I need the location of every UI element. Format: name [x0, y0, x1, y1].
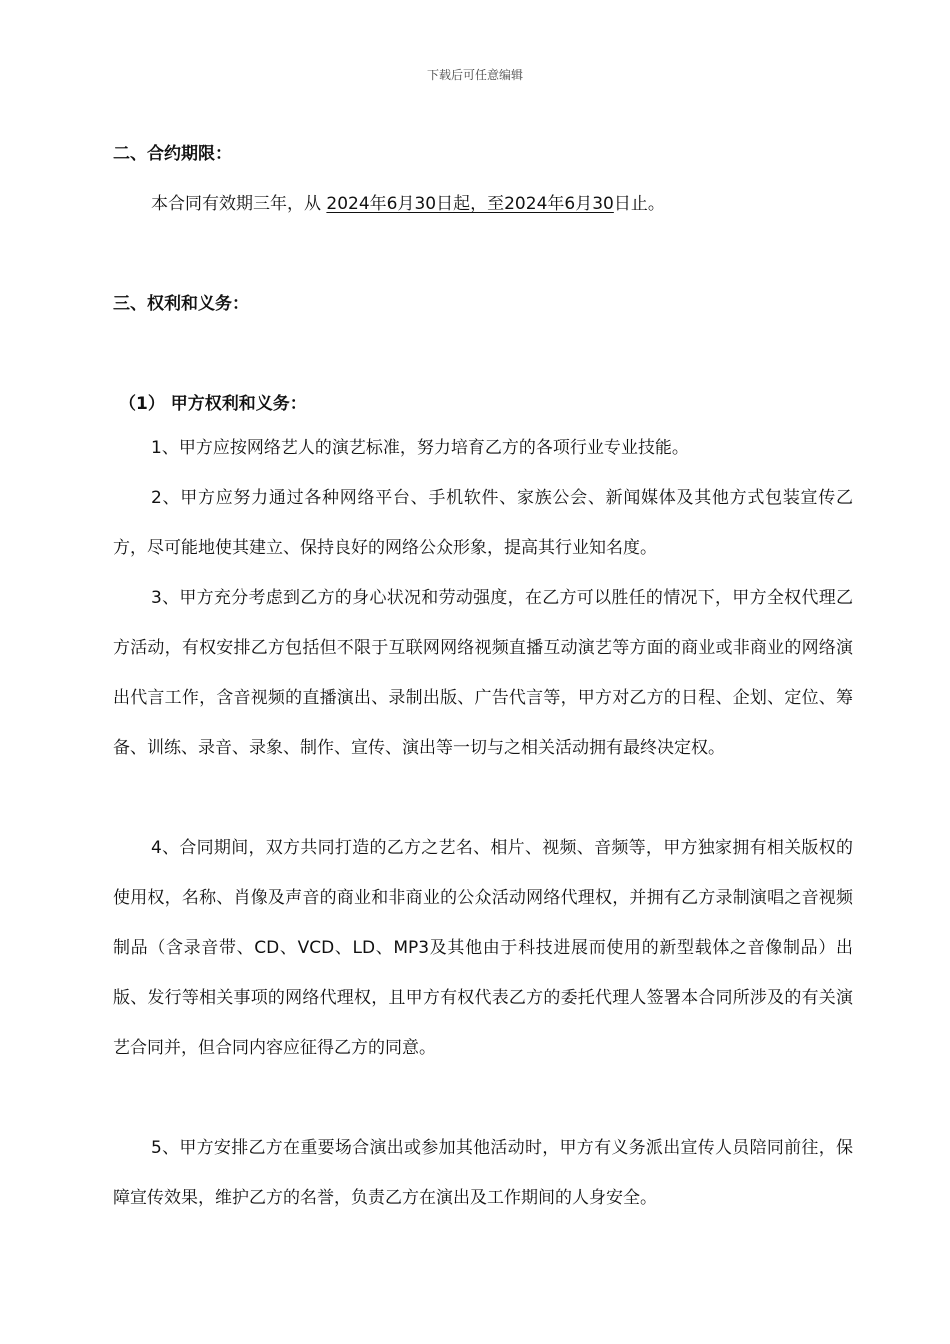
clause-3: 3、甲方充分考虑到乙方的身心状况和劳动强度，在乙方可以胜任的情况下，甲方全权代理乙方活动，有权安排乙方包括但不限于互联网网络视频直播互动演艺等方面的商业或非商业的网络演出代言工作，含音视频的直播演出、录制出版、广告代言等，甲方对乙方的日程、企划、定位、筹备、训练、录音、录象、制作、宣传、演出等一切与之相关活动拥有最终决定权。 — [113, 588, 853, 758]
clause-2: 2、甲方应努力通过各种网络平台、手机软件、家族公会、新闻媒体及其他方式包装宣传乙方，尽可能地使其建立、保持良好的网络公众形象，提高其行业知名度。 — [113, 488, 853, 558]
section-heading-rights: 三、权利和义务： — [113, 294, 249, 314]
term-text-before: 本合同有效期三年，从 — [151, 194, 327, 214]
section-heading-term: 二、合约期限： — [113, 144, 232, 164]
term-paragraph — [151, 189, 665, 214]
clause-1: 1、甲方应按网络艺人的演艺标准，努力培育乙方的各项行业专业技能。 — [151, 438, 689, 458]
term-date-range: 2024年6月30日起，至2024年6月30 — [326, 194, 614, 214]
page-header-note: 下载后可任意编辑 — [426, 68, 523, 82]
term-text-after: 日止。 — [613, 194, 665, 214]
clause-5: 5、甲方安排乙方在重要场合演出或参加其他活动时，甲方有义务派出宣传人员陪同前往，保障宣传效果，维护乙方的名誉，负责乙方在演出及工作期间的人身安全。 — [113, 1138, 853, 1208]
subsection-heading-party-a: （1） 甲方权利和义务： — [119, 394, 307, 414]
clause-4: 4、合同期间，双方共同打造的乙方之艺名、相片、视频、音频等，甲方独家拥有相关版权的使用权，名称、肖像及声音的商业和非商业的公众活动网络代理权，并拥有乙方录制演唱之音视频制品（含录音带、CD、VCD、LD、MP3及其他由于科技进展而使用的新型载体之音像制品）出版、发行等相关事项的网络代理权，且甲方有权代表乙方的委托代理人签署本合同所涉及的有关演艺合同并，但合同内容应征得乙方的同意。 — [113, 838, 853, 1058]
